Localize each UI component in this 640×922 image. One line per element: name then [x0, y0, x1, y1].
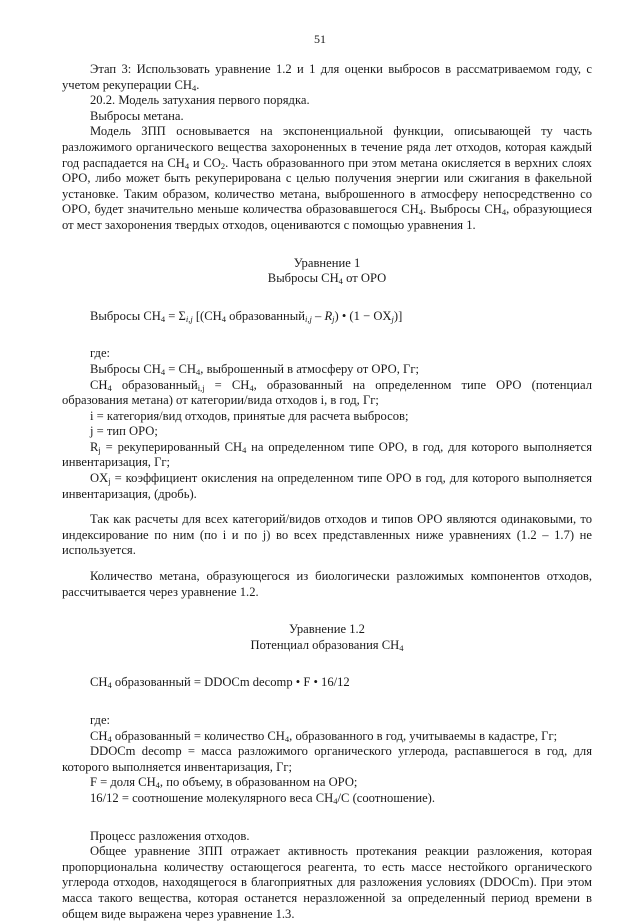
equation-1-title: Уравнение 1	[293, 255, 361, 270]
definition-recovered: $R_j$ = рекуперированный $CH_4$ на определенном типе ОРО, в год, для которого выполняется инвентаризация, Гг;	[62, 439, 592, 470]
definition-ratio: 16/12 = соотношение молекулярного веса $CH_4/C$ (соотношение).	[90, 790, 436, 806]
document-body	[62, 62, 592, 922]
where-label: где:	[90, 346, 111, 361]
equation-1-2-title: Уравнение 1.2	[289, 622, 365, 637]
definition-oxidation: $OX_j$ = коэффициент окисления на определенном типе ОРО в год, для которого выполняется инвентаризация, (дробь).	[62, 471, 592, 501]
equation-1-subtitle: Выбросы $CH_4$ от ОРО	[267, 271, 387, 287]
where-label-2: где:	[90, 713, 111, 727]
decomposition-paragraph: Общее уравнение ЗПП отражает активность протекания реакции разложения, которая пропорциональна количеству остающегося реагента, то есть массе нестойкого органического углерода отходов, находящегося в благоприятных для разложения условиях (DDOCm). При этом масса такого вещества, которая останется неразложенной за определенный период времени в общем виде выражена через уравнение 1.3.	[62, 844, 592, 921]
definition-i: i = категория/вид отходов, принятые для расчета выбросов;	[90, 408, 409, 423]
section-heading: 20.2. Модель затухания первого порядка.	[90, 93, 310, 108]
equation-1-formula: Выбросы $CH_4 = \Sigma_{i,j}$ [($CH_4$ образованный$_{i,j}$ – $R_j$) • $(1 - OX_j)$]	[90, 308, 403, 324]
methane-emissions-heading: Выбросы метана.	[90, 108, 184, 123]
step-3-paragraph: Этап 3: Использовать уравнение 1.2 и 1 для оценки выбросов в рассматриваемом году, с учетом рекуперации $CH_4$.	[62, 62, 592, 93]
definition-ddocm: DDOCm decomp = масса разложимого органического углерода, распавшегося в год, для которого выполняется инвентаризация, Гг;	[62, 744, 592, 774]
definition-f: F = доля $CH_4$, по объему, в образованном на ОРО;	[90, 775, 358, 791]
page-number: 51	[314, 32, 326, 46]
decomposition-heading: Процесс разложения отходов.	[90, 828, 250, 843]
definition-generated: $CH_4$ образованный$_{i,j}$ = $CH_4$, образованный на определенном типе ОРО (потенциал образования метана) от категории/вида отходов i, в год, Гг;	[62, 377, 592, 408]
methane-quantity-paragraph: Количество метана, образующегося из биологически разложимых компонентов отходов, рассчитывается через уравнение 1.2.	[62, 569, 592, 599]
definition-emissions: Выбросы $CH_4 = CH_4$, выброшенный в атмосферу от ОРО, Гг;	[90, 361, 419, 377]
definition-ch4-generated: $CH_4$ образованный = количество $CH_4$, образованного в год, учитываемы в кадастре, Гг;	[90, 728, 558, 744]
indexing-paragraph: Так как расчеты для всех категорий/видов отходов и типов ОРО являются одинаковыми, то индексирование по ним (по i и по j) во всех представленных ниже уравнениях (1.2 – 1.7) не используется.	[62, 512, 592, 558]
model-description-paragraph: Модель ЗПП основывается на экспоненциальной функции, описывающей ту часть разложимого органического вещества захороненных в течение ряда лет отходов, которая каждый год распадается на $CH_4$ и $CO_2$. Часть образованного при этом метана окисляется в верхних слоях ОРО, либо может быть рекуперирована с целью получения энергии или сжигания в факельной установке. Таким образом, количество метана, выброшенного в атмосферу непосредственно со ОРО, будет значительно меньше количества образовавшегося $CH_4$. Выбросы $CH_4$, образующиеся от мест захоронения твердых отходов, оцениваются с помощью уравнения 1.	[62, 124, 593, 232]
definition-j: j = тип ОРО;	[90, 424, 158, 439]
equation-1-2-subtitle: Потенциал образования $CH_4$	[250, 637, 404, 653]
equation-1-2-formula: $CH_4$ образованный = DDOCm decomp • F • 16/12	[90, 675, 350, 691]
